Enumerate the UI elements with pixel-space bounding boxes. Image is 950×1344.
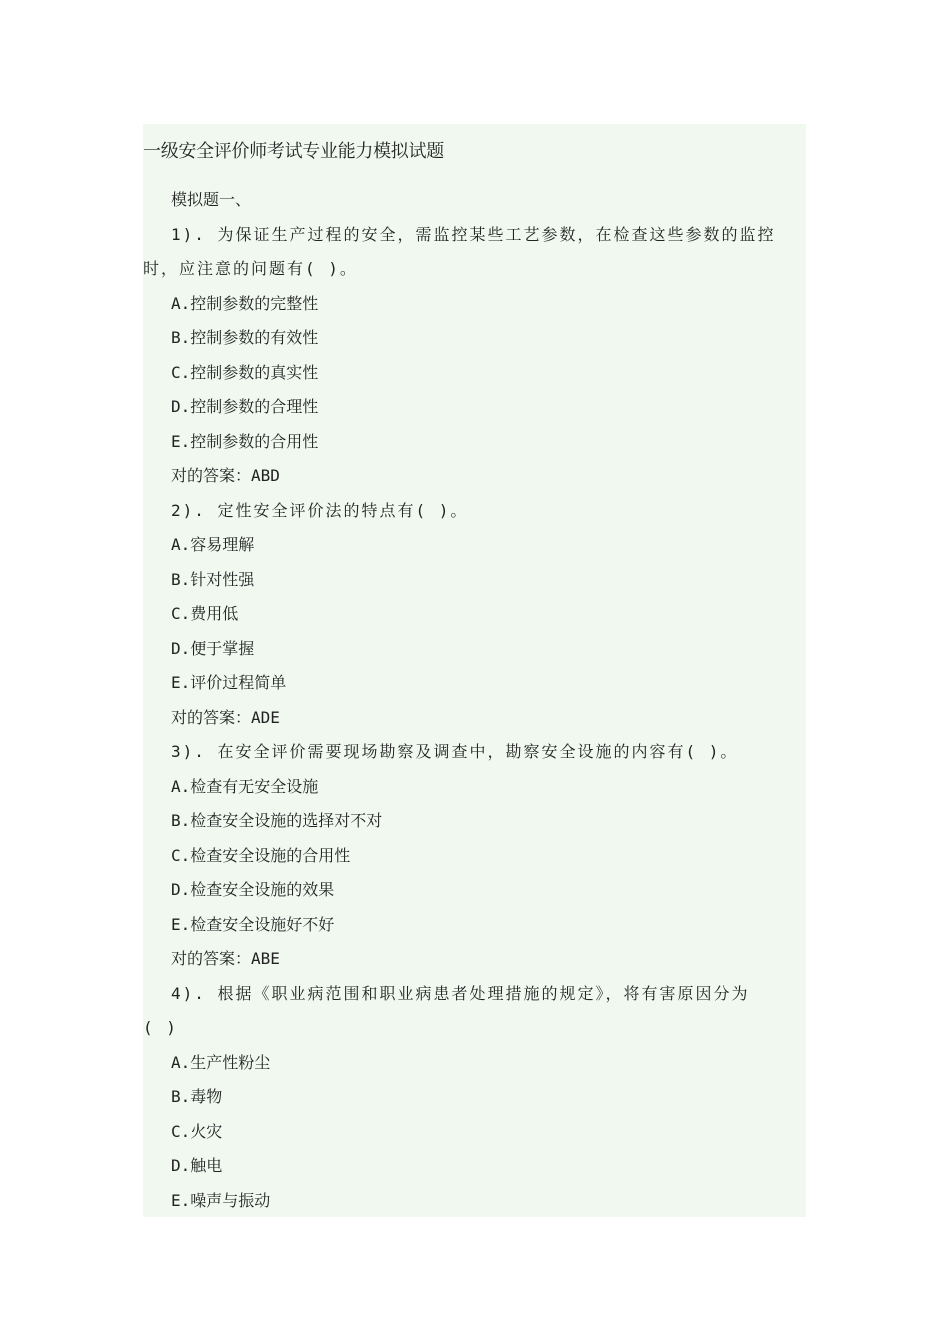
question-3-text: 3). 在安全评价需要现场勘察及调查中，勘察安全设施的内容有( )。 [171, 742, 739, 761]
question-2-option-c: C.费用低 [171, 604, 239, 623]
question-4-option-c: C.火灾 [171, 1121, 223, 1141]
question-4-option-e: E.噪声与振动 [171, 1190, 271, 1210]
question-3-option-c: C.检查安全设施的合用性 [171, 845, 351, 865]
question-1-line-2: 时，应注意的问题有( )。 [143, 259, 358, 278]
question-1-line-1: 1). 为保证生产过程的安全，需监控某些工艺参数，在检查这些参数的监控 [171, 224, 776, 244]
question-3-option-a: A.检查有无安全设施 [171, 776, 319, 796]
question-2-option-a: A.容易理解 [171, 535, 255, 554]
question-3-option-e: E.检查安全设施好不好 [171, 914, 335, 934]
question-4-option-a: A.生产性粉尘 [171, 1052, 271, 1072]
document-panel [143, 124, 806, 1217]
question-2-option-e: E.评价过程简单 [171, 673, 287, 692]
question-1-option-e: E.控制参数的合用性 [171, 431, 319, 451]
question-2-option-d: D.便于掌握 [171, 638, 255, 658]
question-3-option-b: B.检查安全设施的选择对不对 [171, 811, 383, 830]
question-4-option-b: B.毒物 [171, 1087, 223, 1106]
question-2-option-b: B.针对性强 [171, 569, 255, 589]
question-1-option-c: C.控制参数的真实性 [171, 362, 319, 382]
question-1-option-a: A.控制参数的完整性 [171, 293, 319, 313]
section-heading: 模拟题一、 [171, 190, 252, 209]
document-title: 一级安全评价师考试专业能力模拟试题 [143, 141, 444, 162]
question-1-answer: 对的答案：ABD [171, 466, 280, 485]
question-1-option-b: B.控制参数的有效性 [171, 328, 319, 347]
question-4-line-1: 4). 根据《职业病范围和职业病患者处理措施的规定》，将有害原因分为 [171, 983, 750, 1003]
question-3-answer: 对的答案：ABE [171, 949, 280, 968]
document-body [143, 183, 806, 1218]
question-4-option-d: D.触电 [171, 1156, 223, 1175]
question-4-line-2: ( ) [143, 1018, 178, 1037]
question-2-answer: 对的答案：ADE [171, 707, 280, 727]
question-3-option-d: D.检查安全设施的效果 [171, 880, 335, 899]
question-2-text: 2). 定性安全评价法的特点有( )。 [171, 500, 469, 520]
question-1-option-d: D.控制参数的合理性 [171, 397, 319, 416]
